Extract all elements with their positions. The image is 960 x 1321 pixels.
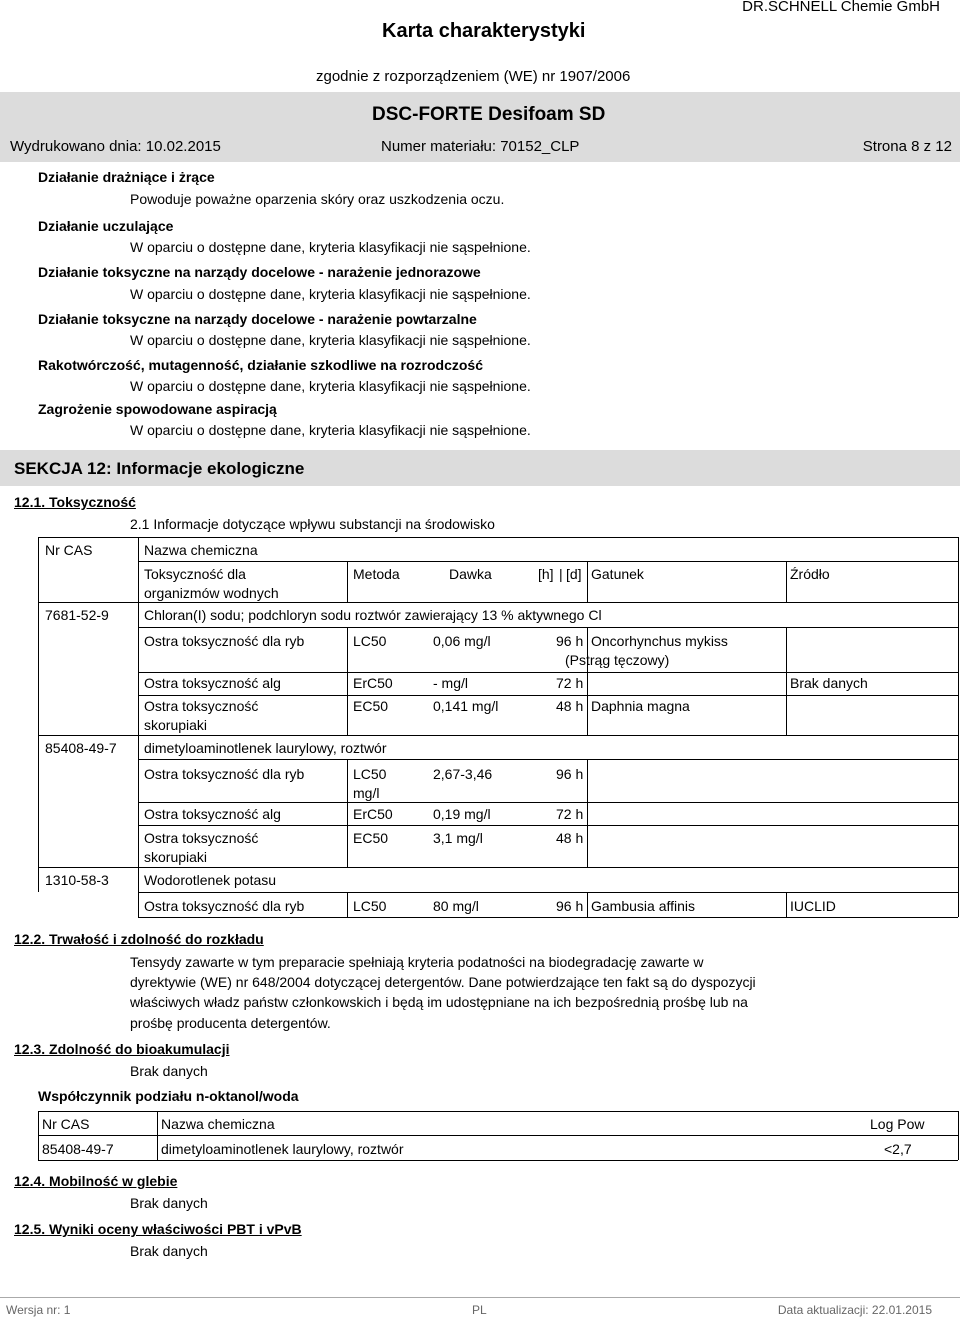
table-line (138, 627, 958, 628)
footer-version: Wersja nr: 1 (6, 1303, 71, 1317)
table-line (347, 627, 348, 735)
tox-species: Oncorhynchus mykiss (591, 633, 728, 649)
header-dose: Dawka (449, 566, 492, 582)
table-line (587, 561, 588, 602)
tox-hours: 72 h (556, 806, 584, 822)
substance-cas: 7681-52-9 (45, 607, 109, 623)
document-title: Karta charakterystyki (382, 20, 586, 42)
no-data-text: Brak danych (130, 1243, 208, 1259)
table-line (347, 759, 348, 867)
table-line (157, 1111, 158, 1160)
substance-cas: 1310-58-3 (45, 872, 109, 888)
hazard-title: Działanie drażniące i żrące (38, 169, 215, 185)
kow-header-name: Nazwa chemiczna (161, 1116, 275, 1132)
tox-type: Ostra toksyczność alg (144, 675, 281, 691)
tox-species: Gambusia affinis (591, 898, 696, 914)
footer-language: PL (472, 1303, 487, 1317)
tox-method: ErC50 (353, 806, 393, 822)
table-line (958, 1111, 959, 1160)
tox-method: LC50 (353, 898, 387, 914)
tox-type: Ostra toksyczność (144, 830, 259, 846)
paragraph-line: dyrektywie (WE) nr 648/2004 dotyczącej detergentów. Dane potwierdzające ten fakt są do dyspozycji (130, 974, 756, 990)
tox-hours: 96 h (556, 898, 584, 914)
hazard-title: Działanie toksyczne na narządy docelowe - narażenie powtarzalne (38, 311, 477, 327)
hazard-title: Rakotwórczość, mutagenność, działanie szkodliwe na rozrodczość (38, 357, 483, 373)
table-line (38, 602, 958, 603)
table-line (138, 561, 958, 562)
subsection-subtitle: 2.1 Informacje dotyczące wpływu substancji na środowisko (130, 516, 495, 532)
table-line (38, 735, 958, 736)
kow-header-cas: Nr CAS (42, 1116, 90, 1132)
table-line (587, 759, 588, 867)
header-method: Metoda (353, 566, 400, 582)
subsection-heading: 12.1. Toksyczność (14, 494, 136, 510)
product-name: DSC-FORTE Desifoam SD (372, 104, 606, 125)
subsection-heading: 12.5. Wyniki oceny właściwości PBT i vPvB (14, 1221, 302, 1237)
table-line (138, 892, 958, 893)
tox-source: IUCLID (790, 898, 836, 914)
subsection-heading: 12.2. Trwałość i zdolność do rozkładu (14, 931, 264, 947)
tox-dose: 2,67-3,46 (433, 766, 493, 782)
kow-name: dimetyloaminotlenek laurylowy, roztwór (161, 1141, 404, 1157)
table-line (38, 1111, 39, 1160)
hazard-text: W oparciu o dostępne dane, kryteria klasyfikacji nie sąspełnione. (130, 378, 531, 394)
table-line (347, 561, 348, 602)
table-line (38, 1160, 958, 1161)
no-data-text: Brak danych (130, 1195, 208, 1211)
kow-cas: 85408-49-7 (42, 1141, 114, 1157)
subsection-heading: 12.4. Mobilność w glebie (14, 1173, 178, 1189)
substance-name: dimetyloaminotlenek laurylowy, roztwór (144, 740, 387, 756)
kow-header-logpow: Log Pow (870, 1116, 925, 1132)
hazard-text: W oparciu o dostępne dane, kryteria klasyfikacji nie sąspełnione. (130, 239, 531, 255)
tox-method: EC50 (353, 698, 389, 714)
company-name: DR.SCHNELL Chemie GmbH (742, 0, 940, 15)
table-line (138, 695, 958, 696)
tox-type: Ostra toksyczność (144, 698, 259, 714)
tox-dose: 0,06 mg/l (433, 633, 491, 649)
tox-hours: 96 h (556, 633, 584, 649)
table-line (138, 537, 139, 917)
table-line (786, 561, 787, 602)
tox-dose: 0,19 mg/l (433, 806, 491, 822)
hazard-text: W oparciu o dostępne dane, kryteria klasyfikacji nie sąspełnione. (130, 286, 531, 302)
table-line (138, 802, 958, 803)
tox-type-2: skorupiaki (144, 717, 208, 733)
header-source: Źródło (790, 566, 830, 582)
paragraph-line: właściwych władz państw członkowskich i będą im udostępniane na ich bezpośrednią prośbę lub na (130, 994, 748, 1010)
table-line (38, 537, 39, 892)
section-title: SEKCJA 12: Informacje ekologiczne (14, 459, 305, 478)
kow-title: Współczynnik podziału n-oktanol/woda (38, 1088, 299, 1104)
printed-date: Wydrukowano dnia: 10.02.2015 (10, 138, 221, 155)
tox-species: Daphnia magna (591, 698, 690, 714)
tox-hours: 48 h (556, 830, 584, 846)
tox-source: Brak danych (790, 675, 868, 691)
kow-logpow: <2,7 (884, 1141, 912, 1157)
table-line (587, 892, 588, 917)
regulation-text: zgodnie z rozporządzeniem (WE) nr 1907/2006 (316, 68, 631, 85)
tox-method: LC50 (353, 633, 387, 649)
tox-type: Ostra toksyczność dla ryb (144, 898, 305, 914)
tox-type: Ostra toksyczność dla ryb (144, 633, 305, 649)
tox-method-2: mg/l (353, 785, 380, 801)
table-line (138, 917, 958, 918)
paragraph-line: Tensydy zawarte w tym preparacie spełniają kryteria podatności na biodegradację zawarte w (130, 954, 704, 970)
substance-cas: 85408-49-7 (45, 740, 117, 756)
table-line (138, 759, 958, 760)
tox-method: LC50 (353, 766, 387, 782)
header-d: [d] (566, 566, 582, 582)
table-line (138, 672, 958, 673)
header-separator: | (559, 566, 563, 582)
table-line (38, 1111, 958, 1112)
page-number: Strona 8 z 12 (862, 138, 952, 155)
tox-method: ErC50 (353, 675, 393, 691)
tox-dose: 0,141 mg/l (433, 698, 499, 714)
header-toxicity: Toksyczność dla (144, 566, 246, 582)
material-number: Numer materiału: 70152_CLP (381, 138, 580, 155)
table-line (38, 537, 958, 538)
table-line (38, 867, 958, 868)
tox-dose: - mg/l (433, 675, 468, 691)
table-line (786, 627, 787, 735)
substance-name: Chloran(I) sodu; podchloryn sodu roztwór zawierający 13 % aktywnego Cl (144, 607, 602, 623)
hazard-text: Powoduje poważne oparzenia skóry oraz uszkodzenia oczu. (130, 191, 505, 207)
substance-name: Wodorotlenek potasu (144, 872, 277, 888)
table-line (138, 825, 958, 826)
tox-type-2: skorupiaki (144, 849, 208, 865)
hazard-title: Działanie uczulające (38, 218, 174, 234)
table-line (958, 537, 959, 917)
header-cas: Nr CAS (45, 542, 93, 558)
header-species: Gatunek (591, 566, 644, 582)
tox-dose: 80 mg/l (433, 898, 479, 914)
tox-species-2: (Pstrąg tęczowy) (565, 652, 670, 668)
table-line (347, 892, 348, 917)
table-line (587, 627, 588, 735)
table-line (38, 1135, 958, 1136)
table-line (786, 892, 787, 917)
header-name: Nazwa chemiczna (144, 542, 258, 558)
tox-hours: 72 h (556, 675, 584, 691)
hazard-text: W oparciu o dostępne dane, kryteria klasyfikacji nie sąspełnione. (130, 332, 531, 348)
footer-updated: Data aktualizacji: 22.01.2015 (777, 1303, 932, 1317)
hazard-title: Zagrożenie spowodowane aspiracją (38, 401, 277, 417)
header-toxicity-2: organizmów wodnych (144, 585, 279, 601)
tox-type: Ostra toksyczność dla ryb (144, 766, 305, 782)
paragraph-line: prośbę producenta detergentów. (130, 1015, 331, 1031)
tox-hours: 48 h (556, 698, 584, 714)
subsection-heading: 12.3. Zdolność do bioakumulacji (14, 1041, 230, 1057)
footer-divider (0, 1297, 960, 1298)
hazard-title: Działanie toksyczne na narządy docelowe - narażenie jednorazowe (38, 264, 481, 280)
header-h: [h] (538, 566, 554, 582)
no-data-text: Brak danych (130, 1063, 208, 1079)
tox-dose: 3,1 mg/l (433, 830, 483, 846)
tox-hours: 96 h (556, 766, 584, 782)
tox-method: EC50 (353, 830, 389, 846)
hazard-text: W oparciu o dostępne dane, kryteria klasyfikacji nie sąspełnione. (130, 422, 531, 438)
tox-type: Ostra toksyczność alg (144, 806, 281, 822)
